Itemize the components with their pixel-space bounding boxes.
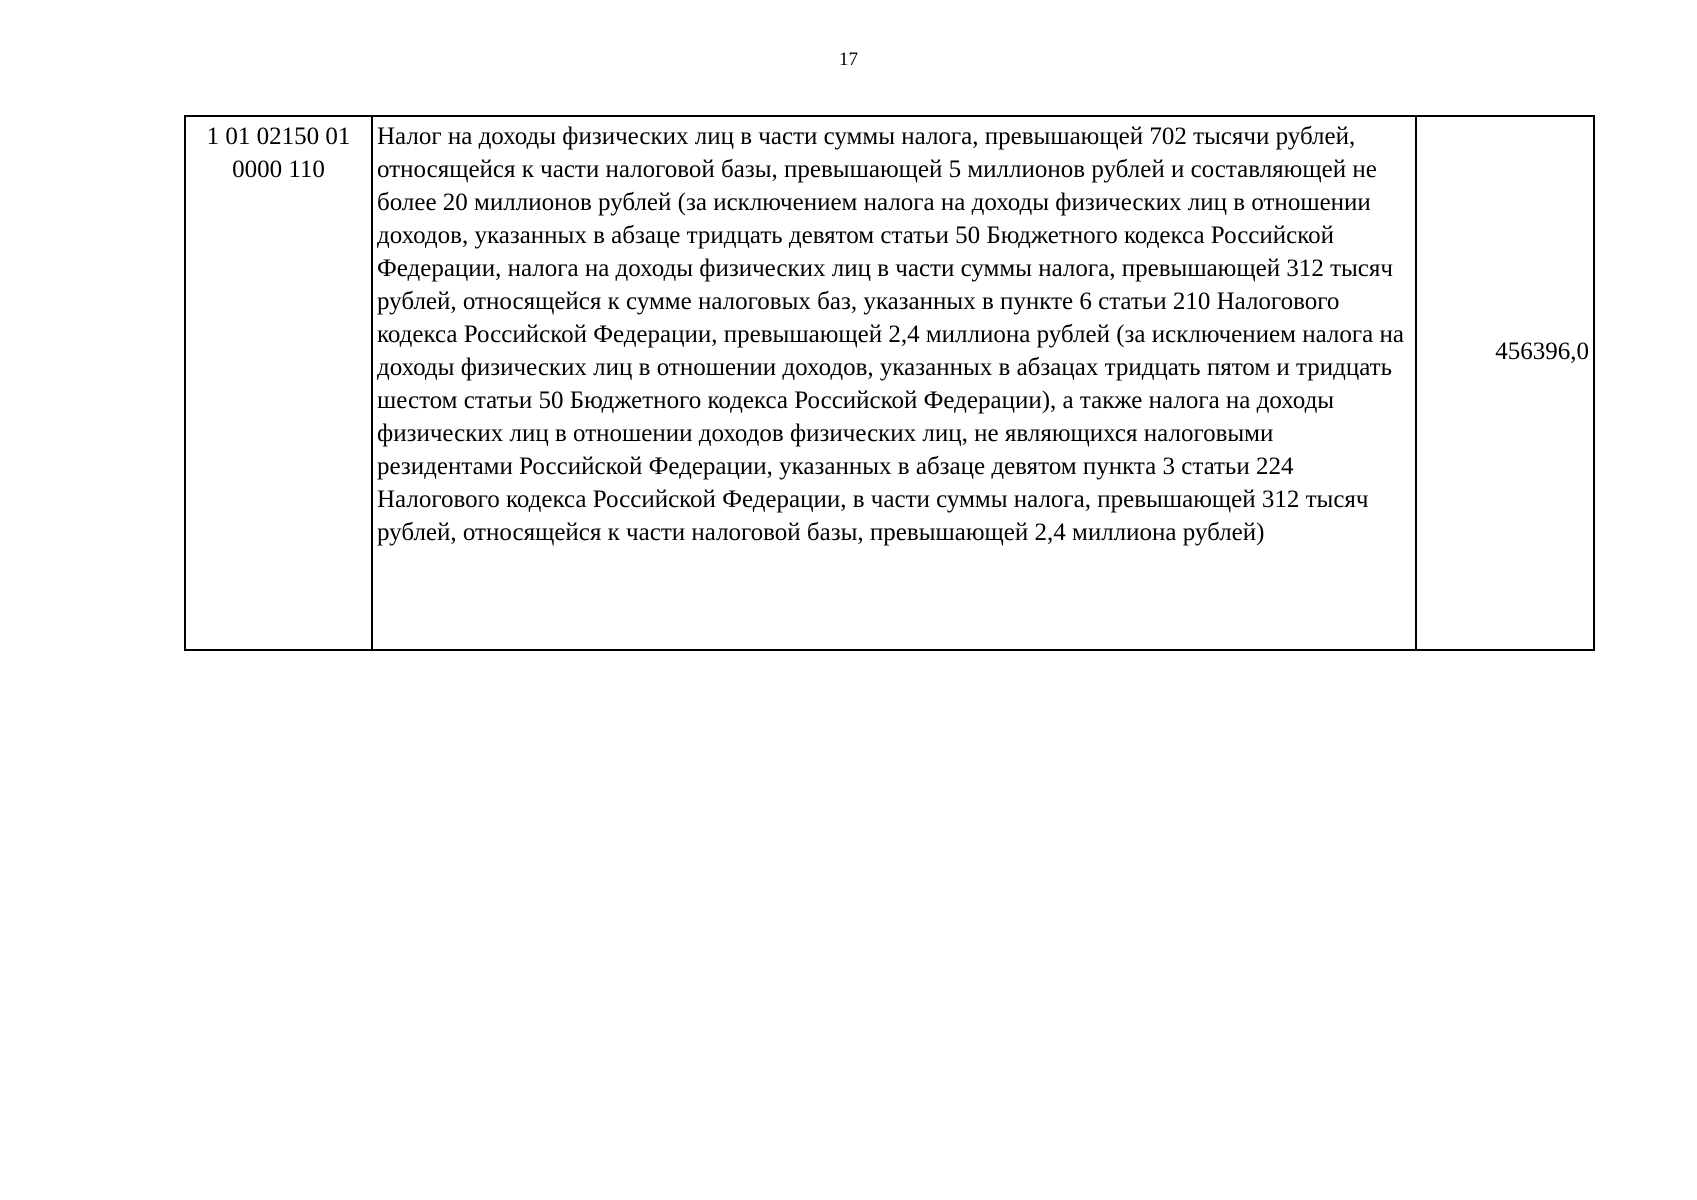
revenue-name-text: Налог на доходы физических лиц в части суммы налога, превышающей 702 тысячи рублей, относящейся к части налоговой базы, превышающей 5 миллионов рублей и составляющей не более 20 миллионов рублей (за исключением налога на доходы физических лиц в отношении доходов, указанных в абзаце тридцать девятом статьи 50 Бюджетного кодекса Российской Федерации, налога на доходы физических лиц в части суммы налога, превышающей 312 тысяч рублей, относящейся к сумме налоговых баз, указанных в пункте 6 статьи 210 Налогового кодекса Российской Федерации, превышающей 2,4 миллиона рублей (за исключением налога на доходы физических лиц в отношении доходов, указанных в абзацах тридцать пятом и тридцать шестом статьи 50 Бюджетного кодекса Российской Федерации), а также налога на доходы физических лиц в отношении доходов физических лиц, не являющихся налоговыми резидентами Российской Федерации, указанных в абзаце девятом пункта 3 статьи 224 Налогового кодекса Российской Федерации, в части суммы налога, превышающей 312 тысяч рублей, относящейся к части налоговой базы, превышающей 2,4 миллиона рублей)	[377, 123, 1404, 546]
budget-code-cell	[185, 116, 372, 650]
amount-value: 456396,0	[1495, 337, 1589, 365]
table-row	[185, 116, 1594, 650]
budget-table	[184, 115, 1595, 651]
budget-classification-code: 1 01 02150 01 0000 110	[206, 123, 351, 183]
amount-cell	[1416, 116, 1594, 650]
page-number: 17	[839, 49, 858, 70]
revenue-name-cell	[372, 116, 1416, 650]
